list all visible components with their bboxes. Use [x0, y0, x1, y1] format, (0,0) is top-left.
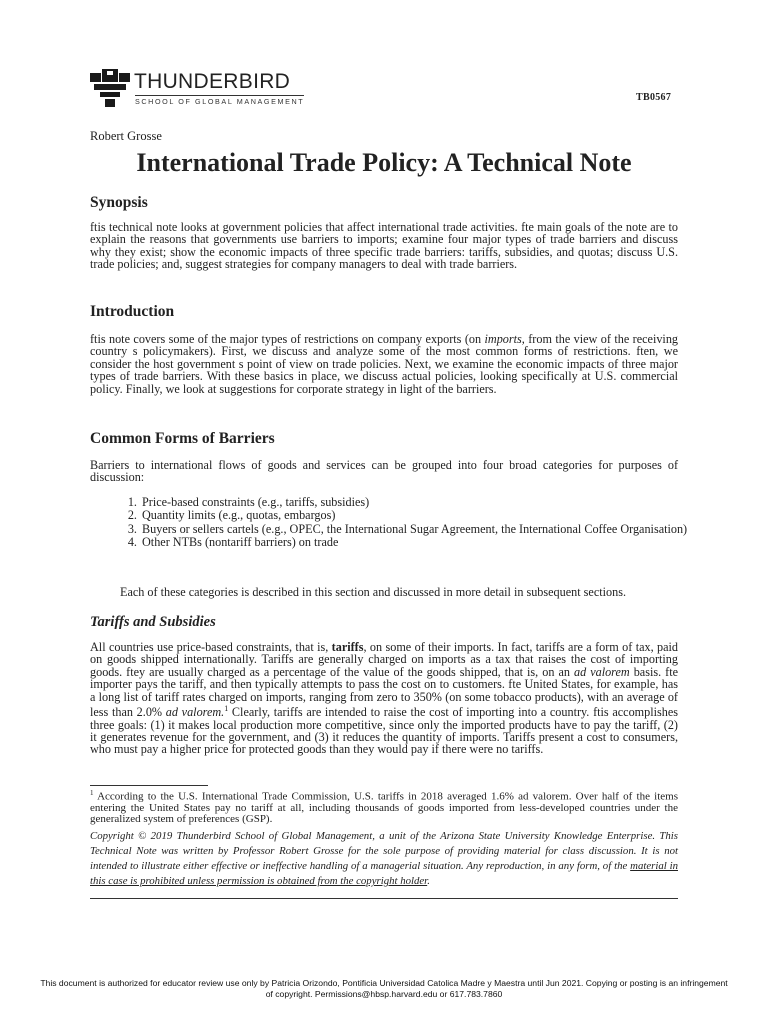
- barriers-intro: Barriers to international flows of goods and services can be grouped into four broad categories for purposes of discussion:: [90, 458, 678, 485]
- footnote-reference[interactable]: 1: [224, 704, 229, 714]
- introduction-heading: Introduction: [90, 303, 175, 320]
- page-title: International Trade Policy: A Technical Note: [136, 148, 632, 177]
- intro-imports-emphasis: imports,: [484, 332, 525, 346]
- tariffs-bold: tariffs: [331, 640, 364, 654]
- intro-text-part: from the view of the receiving country s policymakers). First, we discuss and analyze some of the most common forms of restrictions. ften, we consider the host government s point of view on trade policies. Next, we examine the economic impacts of three major types of trade barriers. With these basics in place, we discuss actual policies, looking specifically at U.S. commercial policy. Finally, we look at suggestions for corporate strategy in light of the barriers.: [90, 332, 679, 396]
- authorization-notice-line: This document is authorized for educator review use only by Patricia Orizondo, Pontificia Universidad Catolica Madre y Maestra until Jun 2021. Copying or posting is an infringement: [40, 978, 728, 988]
- document-code: TB0567: [636, 92, 672, 103]
- list-item: 4. Other NTBs (nontariff barriers) on trade: [140, 536, 700, 548]
- footnote-number: 1: [90, 789, 94, 797]
- tariffs-text-part: basis. fte importer pays the tariff, and then typically attempts to pass the cost on to customers. fte United States, for example, has a long list of tariff rates charged on imports, ranging from zero to 350% (on some tobacco products), with an average of less than 2.0%: [90, 664, 679, 720]
- brand-name: THUNDERBIRD: [134, 70, 291, 93]
- footnote-text: According to the U.S. International Trade Commission, U.S. tariffs in 2018 averaged 1.6% ad valorem. Over half of the items entering the United States pay no tariff at all, including thousands of goods imported from less-developed countries under the generalized system of preferences (GSP).: [90, 790, 678, 826]
- barriers-after-text: Each of these categories is described in this section and discussed in more detail in subsequent sections.: [120, 585, 626, 599]
- barrier-categories-list: [118, 496, 700, 550]
- copyright-text: .: [427, 875, 430, 887]
- tariffs-text-part: Clearly, tariffs are intended to raise the cost of importing into a country. ftis accomplishes three goals: (1) it makes local production more competitive, since only the imported products have to pay the tariff, (2) it generates revenue for the government, and (3) it reduces the quantity of imports. Tariffs present a cost to consumers, who must pay a higher price for protected goods than they would pay if there were no tariffs.: [90, 705, 679, 757]
- footnote: [90, 788, 678, 825]
- copyright-divider: [90, 898, 678, 899]
- synopsis-text: ftis technical note looks at government policies that affect international trade activities. fte main goals of the note are to explain the reasons that governments use barriers to imports; examine four major types of trade barriers and discuss why they exist; show the economic impacts of three specific trade barriers: tariffs, subsidies, and quotas; discuss U.S. trade policies; and, suggest strategies for company managers to deal with trade barriers.: [90, 220, 678, 272]
- authorization-notice: [18, 978, 750, 1000]
- tariffs-heading: Tariffs and Subsidies: [90, 614, 216, 630]
- tariffs-text-part: , on some of their imports. In fact, tariffs are a form of tax, paid on goods shipped internationally. Tariffs are generally charged on imports as a tax that raises the cost of importing goods. ftey are usually charged as a percentage of the value of the goods shipped, that is, on an: [90, 640, 679, 679]
- ad-valorem-emphasis: ad valorem.: [165, 705, 225, 720]
- brand-subtitle: SCHOOL OF GLOBAL MANAGEMENT: [135, 97, 305, 106]
- barriers-heading: Common Forms of Barriers: [90, 430, 275, 447]
- copyright-underlined-text: material in this case is prohibited unless permission is obtained from the copyright holder: [90, 860, 678, 887]
- copyright-text: Copyright © 2019 Thunderbird School of Global Management, a unit of the Arizona State University Knowledge Enterprise. This Technical Note was written by Professor Robert Grosse for the sole purpose of providing material for class discussion. It is not intended to illustrate either effective or ineffective handling of a managerial situation. Any reproduction, in any form, of the: [90, 830, 678, 872]
- list-item: 2. Quantity limits (e.g., quotas, embargos): [140, 509, 700, 521]
- authorization-notice-line: of copyright. Permissions@hbsp.harvard.edu or 617.783.7860: [265, 989, 503, 999]
- ad-valorem-emphasis: ad valorem: [573, 664, 630, 679]
- tariffs-text-part: All countries use price-based constraints, that is,: [90, 640, 332, 654]
- footnote-divider: [90, 785, 208, 786]
- list-item: 1. Price-based constraints (e.g., tariffs, subsidies): [140, 496, 700, 508]
- intro-text-part: ftis note covers some of the major types of restrictions on company exports (on: [90, 332, 485, 346]
- thunderbird-emblem-icon: [90, 69, 130, 107]
- introduction-text: [90, 333, 678, 395]
- copyright-notice: [90, 829, 678, 889]
- synopsis-heading: Synopsis: [90, 194, 148, 211]
- tariffs-text: [90, 641, 678, 756]
- thunderbird-logo: [90, 69, 305, 107]
- author: Robert Grosse: [90, 129, 162, 143]
- list-item: 3. Buyers or sellers cartels (e.g., OPEC, the International Sugar Agreement, the International Coffee Organisation): [140, 523, 700, 535]
